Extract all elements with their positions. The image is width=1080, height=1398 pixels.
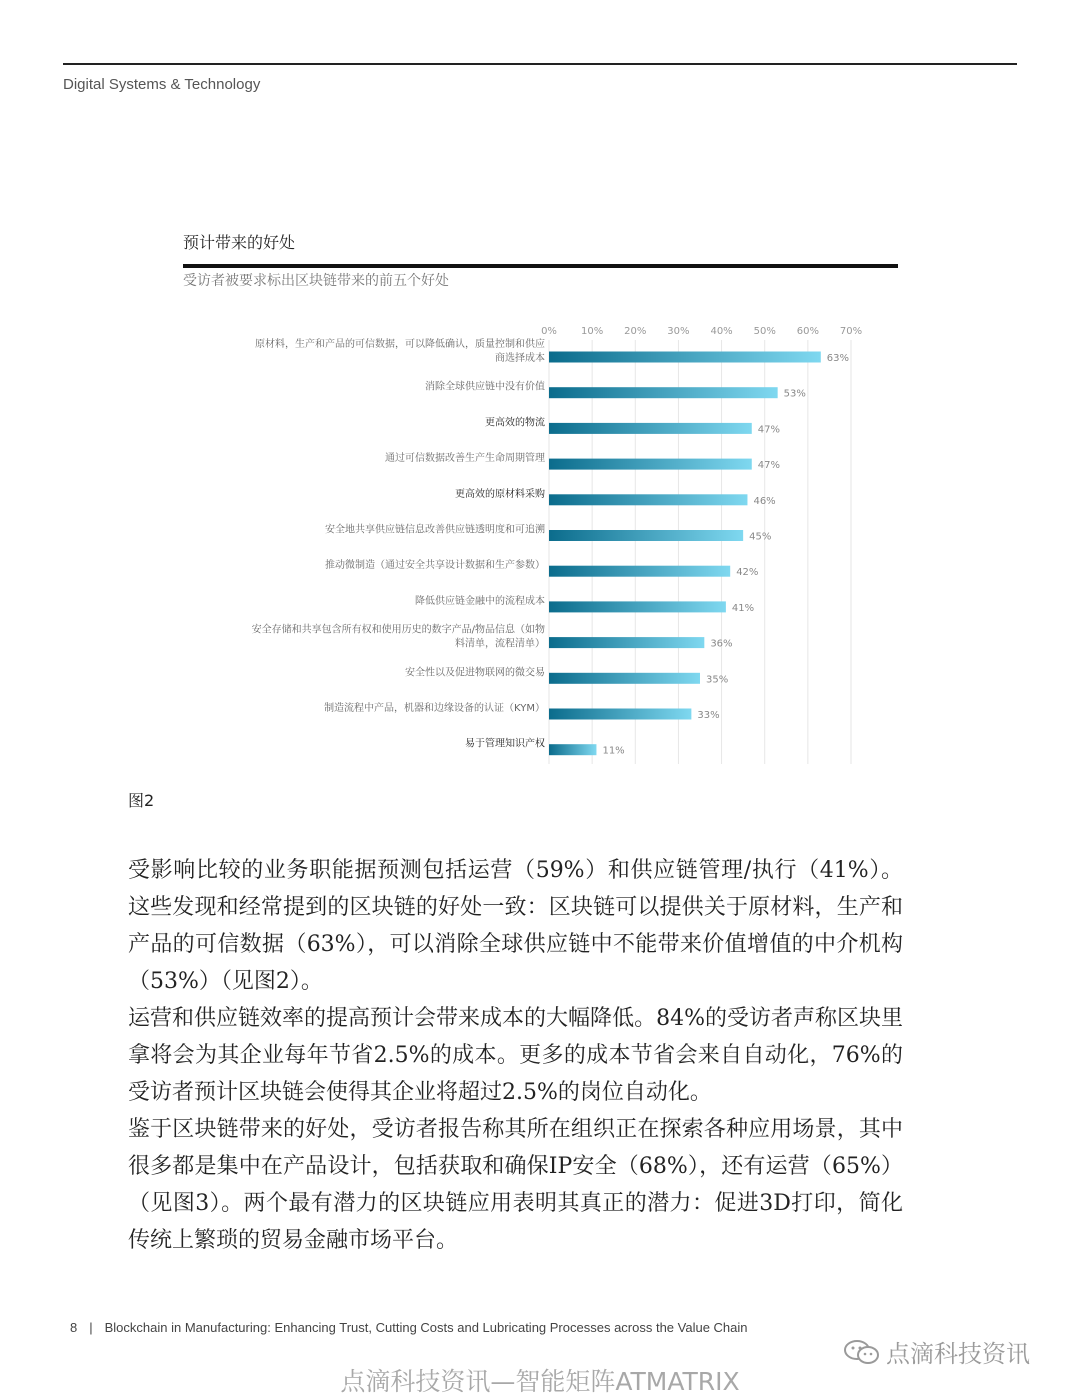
bar [549, 387, 778, 398]
bar-value-label: 53% [783, 388, 806, 400]
category-label: 更高效的原材料采购 [455, 488, 545, 500]
footer-title: Blockchain in Manufacturing: Enhancing Trust, Cutting Costs and Lubricating Processes across the Value Chain [104, 1320, 748, 1335]
figure-caption: 图2 [128, 791, 155, 810]
bar [549, 352, 821, 363]
bar-value-label: 45% [749, 531, 772, 543]
body-text [128, 852, 903, 1259]
category-label: 安全地共享供应链信息改善供应链透明度和可追溯 [325, 524, 545, 536]
header-title: Digital Systems & Technology [63, 76, 261, 93]
figure-title: 预计带来的好处 [183, 233, 296, 252]
category-label: 易于管理知识产权 [465, 738, 545, 750]
bar [549, 673, 700, 684]
category-label: 通过可信数据改善生产生命周期管理 [385, 453, 545, 465]
bar-value-label: 41% [731, 602, 755, 614]
x-tick-label: 40% [710, 326, 733, 337]
x-tick-label: 0% [541, 326, 557, 337]
bar [549, 459, 752, 470]
bar-value-label: 63% [826, 353, 850, 364]
category-label: 推动微制造（通过安全共享设计数据和生产参数） [325, 560, 545, 572]
bar [549, 744, 596, 755]
bar [549, 709, 691, 720]
category-label: 消除全球供应链中没有价值 [425, 381, 545, 393]
bar-value-label: 46% [753, 495, 776, 507]
bar [549, 601, 726, 612]
bar [549, 423, 752, 434]
bar-value-label: 11% [602, 745, 625, 757]
category-label: 原材料，生产和产品的可信数据，可以降低确认，质量控制和供应 [255, 339, 545, 350]
category-label: 制造流程中产品，机器和边缘设备的认证（KYM） [324, 703, 545, 714]
page-footer [70, 1320, 748, 1335]
category-label: 商选择成本 [495, 353, 545, 364]
figure-subtitle: 受访者被要求标出区块链带来的前五个好处 [183, 273, 449, 289]
bar-value-label: 47% [757, 424, 781, 436]
category-label: 安全性以及促进物联网的微交易 [405, 667, 545, 679]
watermark-wechat-label: 点滴科技资讯 [886, 1340, 1030, 1368]
bar-value-label: 33% [697, 710, 720, 721]
x-tick-label: 70% [839, 326, 863, 337]
body-paragraph-1: 受影响比较的业务职能据预测包括运营（59%）和供应链管理/执行（41%）。这些发现和经常提到的区块链的好处一致：区块链可以提供关于原材料，生产和产品的可信数据（63%），可以消除全球供应链中不能带来价值增值的中介机构（53%）（见图2）。 [128, 858, 903, 994]
bar-value-label: 47% [757, 460, 781, 472]
x-tick-label: 30% [667, 326, 690, 337]
bar [549, 494, 747, 505]
x-tick-label: 50% [753, 326, 776, 337]
bar [549, 637, 704, 648]
footer-separator: | [89, 1320, 93, 1335]
x-tick-label: 60% [796, 326, 819, 337]
body-paragraph-3: 鉴于区块链带来的好处，受访者报告称其所在组织正在探索各种应用场景，其中很多都是集中在产品设计，包括获取和确保IP安全（68%），还有运营（65%）（见图3）。两个最有潜力的区块链应用表明其真正的潜力：促进3D打印，简化传统上繁琐的贸易金融市场平台。 [128, 1117, 903, 1253]
x-tick-label: 10% [581, 326, 604, 337]
bar [549, 530, 743, 541]
bar-value-label: 35% [706, 674, 729, 686]
bar-value-label: 42% [736, 567, 759, 579]
body-paragraph-2: 运营和供应链效率的提高预计会带来成本的大幅降低。84%的受访者声称区块里拿将会为其企业每年节省2.5%的成本。更多的成本节省会来自自动化，76%的受访者预计区块链会使得其企业将超过2.5%的岗位自动化。 [128, 1006, 903, 1105]
page-number: 8 [70, 1320, 78, 1335]
category-label: 料清单，流程清单） [455, 638, 545, 650]
category-label: 降低供应链金融中的流程成本 [415, 595, 545, 607]
bar [549, 566, 730, 577]
watermark-bottom: 点滴科技资讯—智能矩阵ATMATRIX [340, 1367, 740, 1396]
category-label: 更高效的物流 [485, 417, 545, 429]
x-tick-label: 20% [624, 326, 647, 337]
bar-value-label: 36% [710, 638, 733, 650]
category-label: 安全存储和共享包含所有权和使用历史的数字产品/物品信息（如物 [251, 624, 545, 636]
